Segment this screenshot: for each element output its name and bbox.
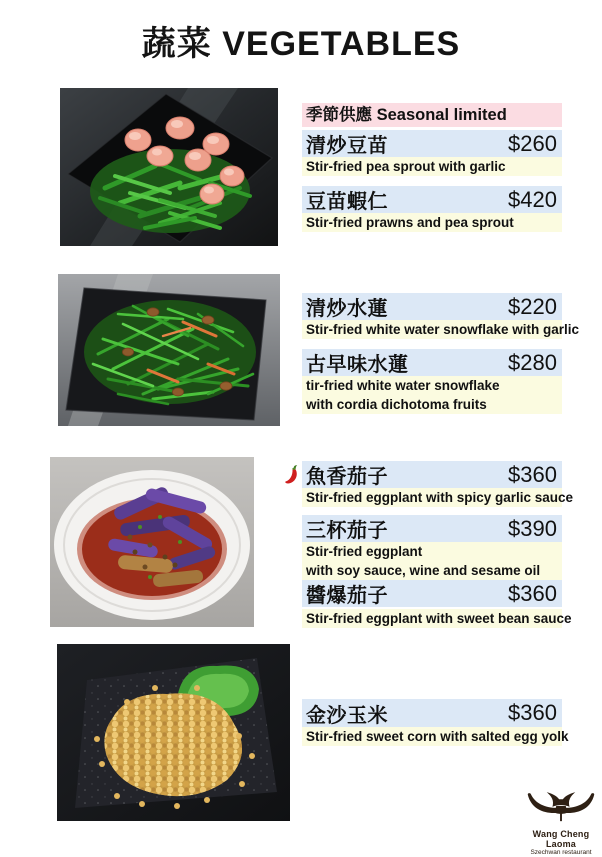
photo-golden-corn [57,644,290,821]
menu-section-pea-sprout [302,103,562,232]
dish-description-text: Stir-fried white water snowflake with garlic [306,322,580,337]
dish-price: $420 [508,186,557,212]
dish-name-zh: 魚香茄子 [306,466,388,488]
dish-name-row [302,349,562,376]
dish-price: $220 [508,293,557,319]
photo-pea-sprout-prawns [60,88,278,246]
dish-price: $390 [508,515,557,541]
dish-price: $280 [508,349,557,375]
menu-item [302,515,562,580]
pea-sprout-prawns-image [60,88,278,246]
restaurant-logo [520,786,602,857]
dish-name-row [302,461,562,488]
dish-name-row [302,515,562,542]
logo-subtitle: Szechwan restaurant [530,849,592,856]
menu-item [302,186,562,232]
menu-item [302,130,562,176]
dish-description-text: tir-fried white water snowflake [306,378,500,393]
dish-name-zh: 醬爆茄子 [306,585,388,607]
logo-name: Wang Cheng Laoma [532,829,590,849]
water-snowflake-image [58,274,280,426]
dish-description [302,488,574,507]
dish-name-zh: 古早味水蓮 [306,354,409,376]
menu-item [302,461,574,507]
menu-section-water-snowflake [302,293,580,414]
dish-description-text: Stir-fried pea sprout with garlic [306,159,506,174]
golden-corn-image [57,644,290,821]
dish-name-row [302,580,562,607]
menu-item [302,699,569,746]
photo-eggplant-dish [50,457,254,627]
dish-description-text: Stir-fried eggplant with sweet bean sauce [306,611,572,626]
dish-name-zh: 金沙玉米 [306,704,388,727]
dish-description [302,320,580,339]
menu-item [302,580,572,628]
dish-description [302,727,569,746]
dish-description-text: with cordia dichotoma fruits [306,397,487,412]
menu-item [302,293,580,339]
dish-description-text: with soy sauce, wine and sesame oil [306,563,541,578]
dish-description-text: Stir-fried eggplant with spicy garlic sauce [306,490,574,505]
menu-section-corn [302,699,569,746]
dish-name-row [302,130,562,157]
dish-price: $360 [508,461,557,487]
menu-item [302,349,562,414]
menu-section-eggplant [302,461,574,628]
photo-water-snowflake [58,274,280,426]
dish-name-zh: 三杯茄子 [306,520,388,542]
dish-description [302,157,562,176]
dish-price: $360 [508,700,557,725]
dish-price: $260 [508,130,557,156]
dish-name-zh: 豆苗蝦仁 [306,191,388,213]
spicy-chili-icon [283,463,300,486]
dish-description [302,213,562,232]
seasonal-limited-banner: 季節供應 Seasonal limited [302,103,562,127]
dish-description-text: Stir-fried prawns and pea sprout [306,215,514,230]
dish-price: $360 [508,580,557,606]
dish-name-row [302,293,562,320]
page-title: 蔬菜 VEGETABLES [141,25,461,63]
dish-description-text: Stir-fried sweet corn with salted egg yolk [306,729,569,744]
dish-description-text: Stir-fried eggplant [306,544,423,559]
dish-name-row [302,699,562,727]
dish-name-row [302,186,562,213]
eggplant-dish-image [50,457,254,627]
dish-description [302,376,562,414]
buffalo-logo-icon [523,786,599,824]
dish-name-zh: 清炒水蓮 [306,298,388,320]
dish-description [302,609,572,628]
dish-description [302,542,562,580]
dish-name-zh: 清炒豆苗 [306,135,388,157]
